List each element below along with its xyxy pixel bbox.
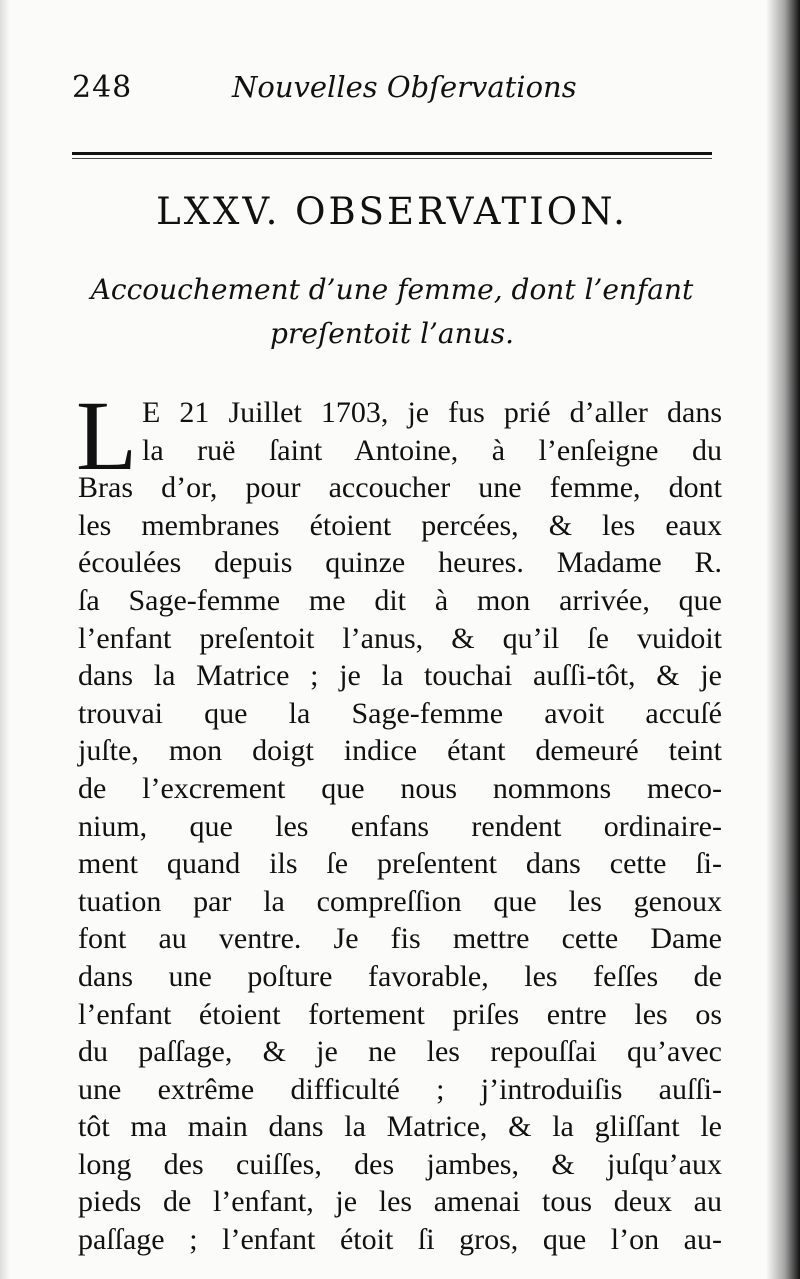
body-line: font au ventre. Je fis mettre cette Dame <box>78 922 722 956</box>
body-line: nium, que les enfans rendent ordinaire- <box>78 809 722 843</box>
body-line: l’enfant étoient fortement priſes entre les os <box>78 997 722 1031</box>
body-line: dans la Matrice ; je la touchai auſſi-tôt, & je <box>78 659 722 693</box>
body-line: ment quand ils ſe preſentent dans cette ſi- <box>78 847 722 881</box>
body-line: de l’excrement que nous nommons meco- <box>78 771 722 805</box>
body-line: du paſſage, & je ne les repouſſai qu’avec <box>78 1035 722 1069</box>
body-line: E 21 Juillet 1703, je fus prié d’aller dans <box>142 396 722 429</box>
body-line: écoulées depuis quinze heures. Madame R. <box>78 546 722 580</box>
header-rule <box>72 152 712 155</box>
body-line: tuation par la compreſſion que les genoux <box>78 884 722 918</box>
body-line: une extrême difficulté ; j’introduiſis auſſi- <box>78 1072 722 1106</box>
body-line: ſa Sage-femme me dit à mon arrivée, que <box>78 583 722 617</box>
page-left-shadow <box>0 0 10 1279</box>
body-line: juſte, mon doigt indice étant demeuré teint <box>78 734 722 768</box>
body-text <box>76 380 722 1259</box>
page-number: 248 <box>72 70 133 105</box>
subtitle-line-1: Accouchement d’une femme, dont l’enfant <box>90 273 694 306</box>
drop-cap: L <box>76 380 138 491</box>
subtitle-line-2: preſentoit l’anus. <box>270 317 514 350</box>
header-rule-thin <box>72 158 712 159</box>
body-line: long des cuiſſes, des jambes, & juſqu’aux <box>78 1147 722 1181</box>
observation-subtitle <box>72 268 712 356</box>
body-line: dans une poſture favorable, les feſſes de <box>78 959 722 993</box>
body-line: la ruë ſaint Antoine, à l’enſeigne du <box>142 433 722 467</box>
body-line: pieds de l’enfant, je les amenai tous deux au <box>78 1185 722 1219</box>
body-line: trouvai que la Sage-femme avoit accuſé <box>78 696 722 730</box>
body-line: Bras d’or, pour accoucher une femme, dont <box>78 471 722 505</box>
running-head <box>72 70 712 114</box>
observation-heading: LXXV. OBSERVATION. <box>156 190 628 233</box>
body-line: tôt ma main dans la Matrice, & la gliſſant le <box>78 1110 722 1144</box>
page-gutter-shadow <box>766 0 800 1279</box>
running-title: Nouvelles Obſervations <box>232 70 577 104</box>
body-line: paſſage ; l’enfant étoit ſi gros, que l’on au- <box>78 1223 722 1257</box>
body-line: les membranes étoient percées, & les eaux <box>78 508 722 542</box>
body-line: l’enfant preſentoit l’anus, & qu’il ſe vuidoit <box>78 621 722 655</box>
